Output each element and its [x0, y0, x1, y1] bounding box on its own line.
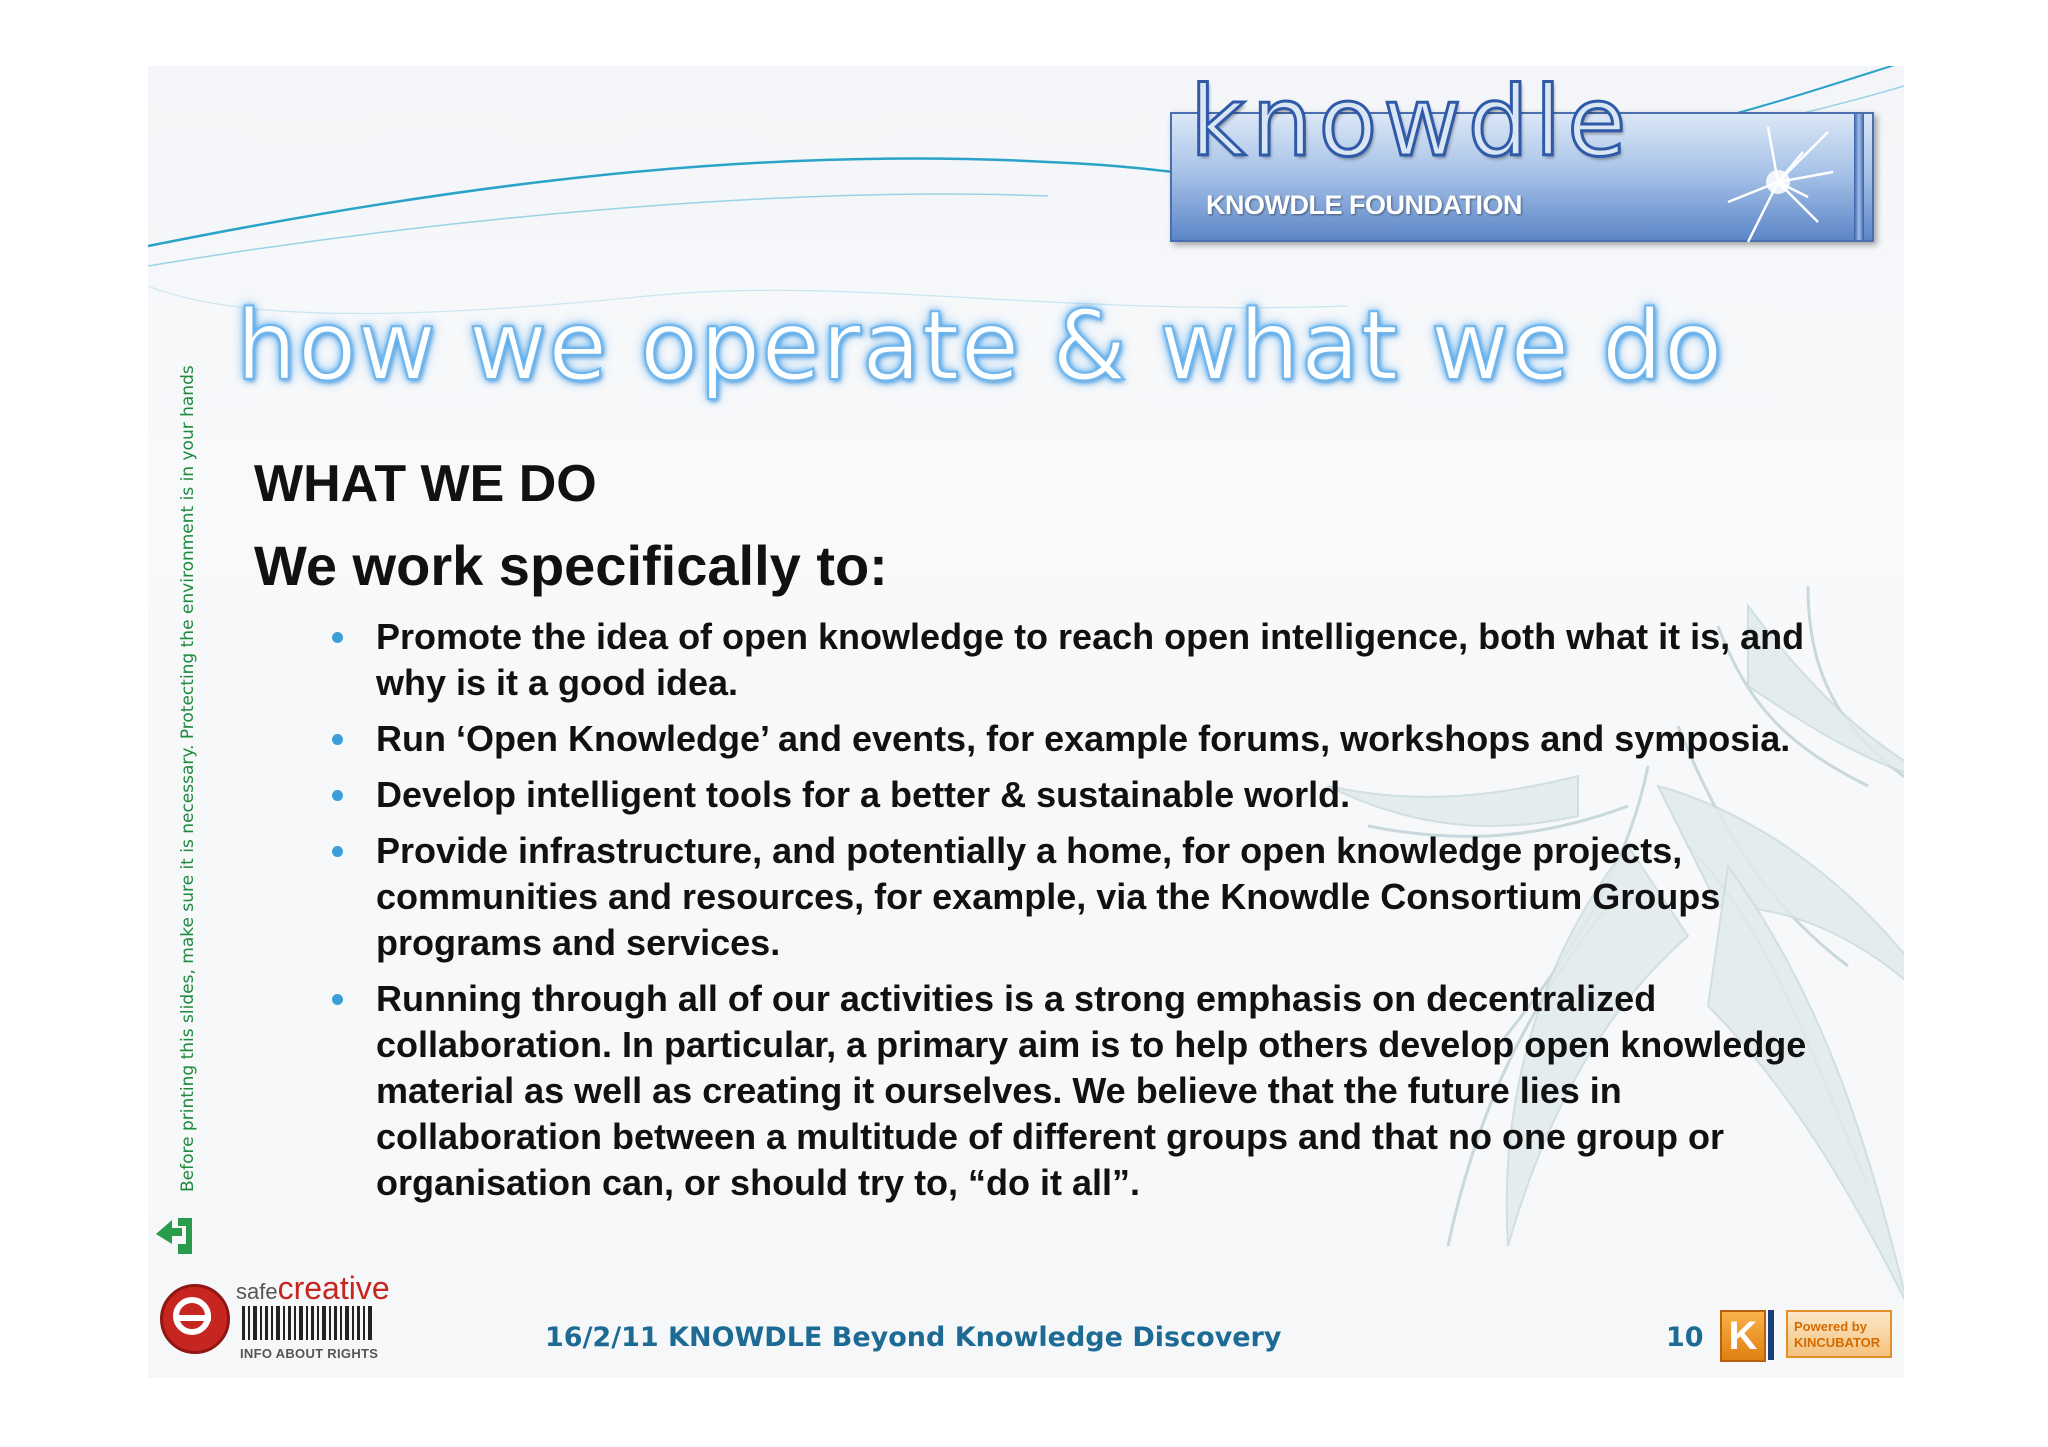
- splash-icon: [1708, 122, 1838, 248]
- bullet-dot: [332, 632, 343, 643]
- safecreative-logo-icon: [160, 1284, 230, 1354]
- bullet-item: [254, 976, 1846, 1206]
- bullet-text: Promote the idea of open knowledge to reach open intelligence, both what it is, and why is it a good idea.: [376, 616, 1805, 703]
- bullet-list: [254, 614, 1874, 1206]
- logo-subtitle: KNOWDLE FOUNDATION: [1206, 190, 1522, 220]
- footer-text: 16/2/11 KNOWDLE Beyond Knowledge Discovery: [545, 1322, 1282, 1353]
- section-subheading: We work specifically to:: [254, 534, 888, 597]
- tree-recycle-icon: [152, 1214, 198, 1258]
- bullet-dot: [332, 846, 343, 857]
- logo-wordmark: knowdle: [1190, 66, 1633, 178]
- slide-title: how we operate & what we do: [236, 290, 1724, 402]
- safecreative-brand: safecreative: [236, 1270, 390, 1306]
- bullet-item: [254, 828, 1846, 966]
- kincubator-divider: [1768, 1310, 1774, 1360]
- main-content: [254, 452, 1874, 1216]
- bullet-dot: [332, 994, 343, 1005]
- powered-by-label: Powered by: [1794, 1319, 1867, 1334]
- bullet-dot: [332, 790, 343, 801]
- section-heading: WHAT WE DO: [254, 455, 597, 513]
- powered-by-badge: [1786, 1310, 1892, 1358]
- bullet-text: Running through all of our activities is a strong emphasis on decentralized collaboration. In particular, a primary aim is to help others develop open knowledge material as well as creating it ourselves. We believe that the future lies in collaboration between a multitude of different groups and that no one group or organisation can, or should try to, “do it all”.: [376, 978, 1807, 1203]
- bullet-text: Provide infrastructure, and potentially a home, for open knowledge projects, communities and resources, for example, via the Knowdle Consortium Groups programs and services.: [376, 830, 1721, 963]
- environment-note: Before printing this slides, make sure it is necessary. Protecting the environment is in your hands: [178, 365, 198, 1192]
- safecreative-subtitle: INFO ABOUT RIGHTS: [240, 1346, 379, 1361]
- kincubator-k-logo: K: [1720, 1310, 1766, 1362]
- bullet-text: Run ‘Open Knowledge’ and events, for example forums, workshops and symposia.: [376, 718, 1791, 759]
- bullet-item: [254, 716, 1846, 762]
- barcode-icon: [242, 1306, 374, 1340]
- bullet-dot: [332, 734, 343, 745]
- bullet-item: [254, 614, 1846, 706]
- page-number: 10: [1666, 1322, 1704, 1353]
- bullet-text: Develop intelligent tools for a better & sustainable world.: [376, 774, 1351, 815]
- bullet-item: [254, 772, 1846, 818]
- powered-by-name: KINCUBATOR: [1794, 1335, 1881, 1350]
